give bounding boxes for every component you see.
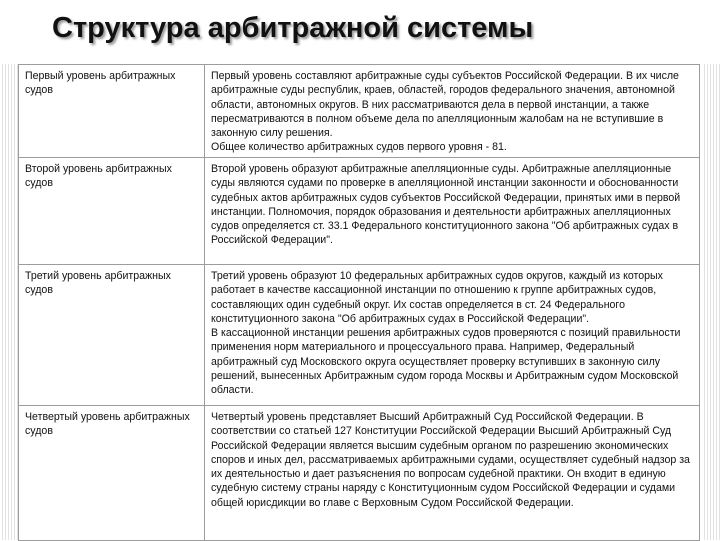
level-cell: Третий уровень арбитражных судов — [19, 265, 205, 406]
description-cell: Третий уровень образуют 10 федеральных арбитражных судов округов, каждый из которых работает в качестве кассационной инстанции по отношению к группе арбитражных судов, составляющих один судебный округ. Их состав определяется в ст. 24 Федерального конституционного закона "Об арбитражных судах в Российской Федерации". В кассационной инстанции решения арбитражных судов проверяются с позиций правильности применения норм материального и процессуального права. Например, Федеральный арбитражный суд Московского округа осуществляет проверку вступивших в законную силу решений, вынесенных Арбитражным судом города Москвы и Арбитражным судом Московской области. — [205, 265, 700, 406]
table-row — [19, 406, 700, 541]
description-cell: Второй уровень образуют арбитражные апелляционные суды. Арбитражные апелляционные суды являются судами по проверке в апелляционной инстанции законности и обоснованности судебных актов арбитражных судов субъектов Российской Федерации, принятых ими в первой инстанции. Полномочия, порядок образования и деятельности арбитражных апелляционных судов определяется ст. 33.1 Федерального конституционного закона "Об арбитражных судах в Российской Федерации". — [205, 158, 700, 265]
table-row — [19, 158, 700, 265]
level-cell: Четвертый уровень арбитражных судов — [19, 406, 205, 541]
level-cell: Второй уровень арбитражных судов — [19, 158, 205, 265]
right-decorative-stripes — [702, 64, 720, 540]
description-cell: Четвертый уровень представляет Высший Арбитражный Суд Российской Федерации. В соответствии со статьей 127 Конституции Российской Федерации Высший Арбитражный Суд Российской Федерации является высшим судебным органом по разрешению экономических споров и иных дел, рассматриваемых арбитражными судами, осуществляет судебный надзор за их деятельностью и дает разъяснения по вопросам судебной практики. Он входит в единую судебную систему страны наряду с Конституционным судом Российской Федерации и судами общей юрисдикции во главе с Верховным Судом Российской Федерации. — [205, 406, 700, 541]
court-structure-table — [18, 64, 700, 541]
table-row — [19, 265, 700, 406]
left-decorative-stripes — [0, 64, 18, 540]
page-title: Структура арбитражной системы — [52, 12, 534, 44]
description-cell: Первый уровень составляют арбитражные суды субъектов Российской Федерации. В их числе арбитражные суды республик, краев, областей, городов федерального значения, автономной области, автономных округов. В них рассматриваются дела в первой инстанции, а также пересматриваются в полном объеме дела по апелляционным жалобам на не вступившие в законную силу решения. Общее количество арбитражных судов первого уровня - 81. — [205, 65, 700, 158]
level-cell: Первый уровень арбитражных судов — [19, 65, 205, 158]
table-row — [19, 65, 700, 158]
